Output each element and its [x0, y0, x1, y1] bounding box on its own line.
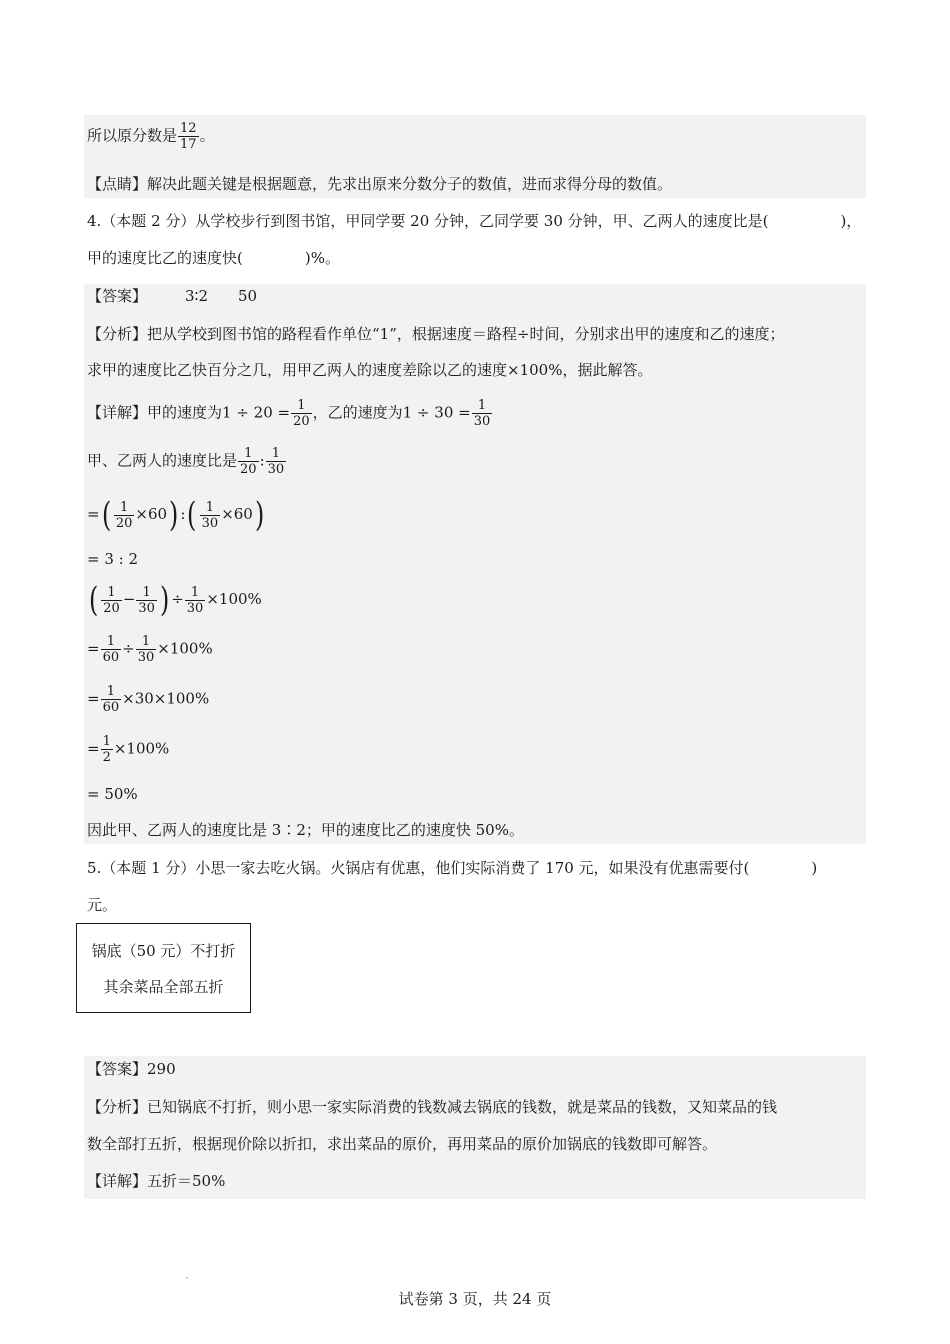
box-line-2: 其余菜品全部五折	[103, 978, 224, 996]
q4-step-final: = 50%	[87, 785, 138, 803]
page-footer: 试卷第 3 页，共 24 页	[398, 1290, 552, 1308]
q4-step-3: = $\frac{1}{60}$ ×30×100%	[87, 684, 210, 715]
q4-step-expand: =( $\frac{1}{20}$ ×60) :( $\frac{1}{30}$ ×60)	[87, 495, 265, 535]
q4-analysis-line-2: 求甲的速度比乙快百分之几，用甲乙两人的速度差除以乙的速度×100%，据此解答。	[87, 361, 653, 379]
q4-step-4: = $\frac{1}{2}$ ×100%	[87, 734, 170, 765]
q4-answer: 【答案】 3∶2 50	[87, 287, 258, 305]
q4-ratio: 甲、乙两人的速度比是 $\frac{1}{20}$ : $\frac{1}{30}$	[87, 446, 285, 477]
q5-answer: 【答案】290	[87, 1060, 176, 1078]
prev-conclusion: 所以原分数是 $\frac{12}{17}$ 。	[87, 121, 215, 152]
q5-analysis-line-1: 【分析】已知锅底不打折，则小思一家实际消费的钱数减去锅底的钱数，就是菜品的钱数，又知菜品的钱	[87, 1098, 778, 1116]
q4-step-diff: ( $\frac{1}{20}$ − $\frac{1}{30}$ ) ÷ $\frac{1}{30}$ ×100%	[88, 580, 262, 620]
q4-step-2: = $\frac{1}{60}$ ÷ $\frac{1}{30}$ ×100%	[87, 634, 213, 665]
q4-analysis-line-1: 【分析】把从学校到图书馆的路程看作单位“1”，根据速度＝路程÷时间，分别求出甲的速度和乙的速度；	[87, 325, 785, 343]
q4-detail: 【详解】甲的速度为1 ÷ 20 = $\frac{1}{20}$ ，乙的速度为1 ÷ 30 = $\frac{1}{30}$	[87, 398, 491, 429]
q5-stem-line-1: 5.（本题 1 分）小思一家去吃火锅。火锅店有优惠，他们实际消费了 170 元，如果没有优惠需要付( )	[87, 859, 818, 877]
box-line-1: 锅底（50 元）不打折	[91, 942, 236, 960]
scan-speck	[186, 1277, 188, 1279]
q5-stem-line-2: 元。	[87, 896, 118, 914]
q4-stem-line-2: 甲的速度比乙的速度快( )%。	[87, 249, 340, 267]
q5-analysis-line-2: 数全部打五折，根据现价除以折扣，求出菜品的原价，再用菜品的原价加锅底的钱数即可解答。	[87, 1135, 718, 1153]
q5-discount-box	[76, 923, 251, 1013]
q4-conclusion: 因此甲、乙两人的速度比是 3∶2；甲的速度比乙的速度快 50%。	[87, 821, 524, 839]
q4-stem-line-1: 4.（本题 2 分）从学校步行到图书馆，甲同学要 20 分钟，乙同学要 30 分钟，甲、乙两人的速度比是( )，	[87, 212, 862, 230]
q5-detail: 【详解】五折＝50%	[87, 1172, 226, 1190]
q4-step-ratio-result: = 3 : 2	[87, 550, 139, 568]
fraction: $\frac{12}{17}$	[180, 121, 197, 152]
prev-tip: 【点睛】解决此题关键是根据题意，先求出原来分数分子的数值，进而求得分母的数值。	[87, 175, 673, 193]
